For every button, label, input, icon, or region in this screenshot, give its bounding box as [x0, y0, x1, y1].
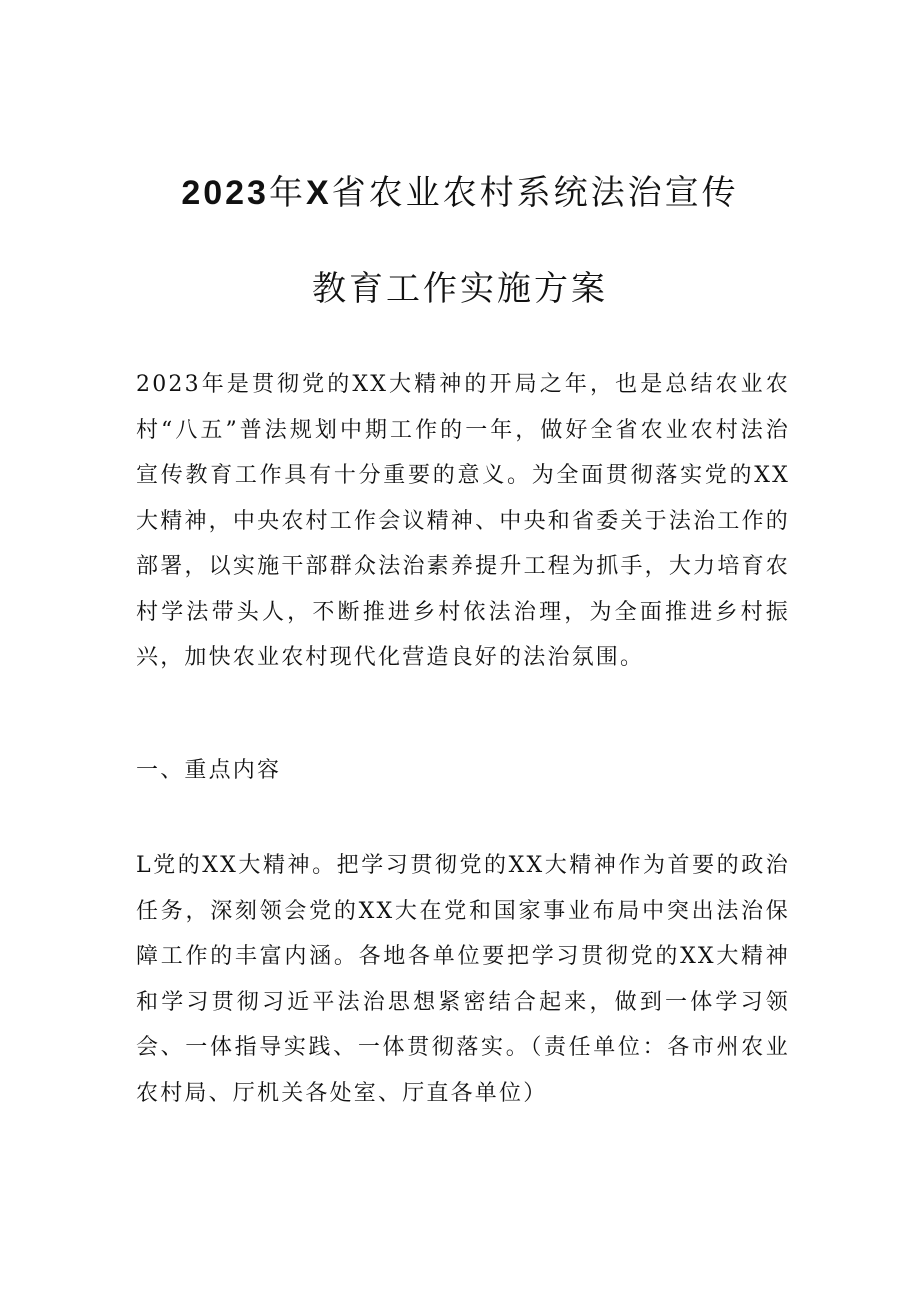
title-year: 2023 [181, 173, 269, 212]
document-title-line-2: 教育工作实施方案 [312, 268, 608, 309]
section-heading: 一、重点内容 [136, 758, 282, 783]
title-year-suffix: 年 [268, 172, 306, 213]
document-title-line-1 [0, 165, 920, 214]
title-rest: 省农业农村系统法治宣传 [331, 172, 739, 213]
title-province: X [305, 173, 332, 212]
intro-paragraph: 2023年是贯彻党的XX大精神的开局之年，也是总结农业农村“八五”普法规划中期工作的一年，做好全省农业农村法治宣传教育工作具有十分重要的意义。为全面贯彻落实党的XX大精神，中央农村工作会议精神、中央和省委关于法治工作的部署，以实施干部群众法治素养提升工程为抓手，大力培育农村学法带头人，不断推进乡村依法治理，为全面推进乡村振兴，加快农业农村现代化营造良好的法治氛围。 [136, 372, 790, 670]
item-1-paragraph: L党的XX大精神。把学习贯彻党的XX大精神作为首要的政治任务，深刻领会党的XX大在党和国家事业布局中突出法治保障工作的丰富内涵。各地各单位要把学习贯彻党的XX大精神和学习贯彻习近平法治思想紧密结合起来，做到一体学习领会、一体指导实践、一体贯彻落实。（责任单位：各市州农业农村局、厅机关各处室、厅直各单位） [136, 853, 790, 1106]
